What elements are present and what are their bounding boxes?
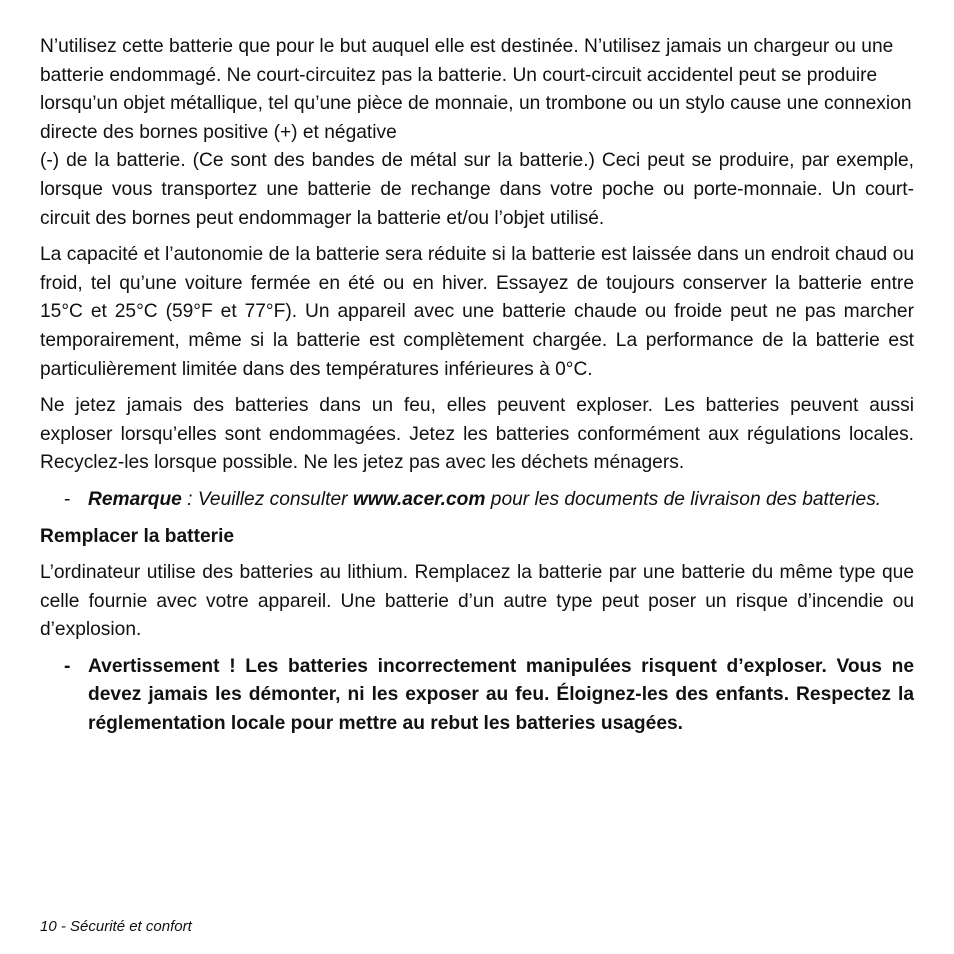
paragraph-temperature: La capacité et l’autonomie de la batterie sera réduite si la batterie est laissée dans un endroit chaud ou froid, tel qu’une voiture fermée en été ou en hiver. Essayez de toujours conserver la batterie entre 15°C et 25°C (59°F et 77°F). Un appareil avec une batterie chaude ou froide peut ne pas marcher temporairement, même si la batterie est complètement chargée. La performance de la batterie est particulièrement limitée dans des températures inférieures à 0°C.	[40, 244, 914, 380]
paragraph-short-circuit-line2: (-) de la batterie. (Ce sont des bandes de métal sur la batterie.) Ceci peut se produire, par exemple, lorsque vous transportez une batterie de rechange dans votre poche ou porte-monnaie. Un court-circuit des bornes peut endommager la batterie et/ou l’objet utilisé.	[40, 150, 914, 229]
paragraph-replace-battery: L’ordinateur utilise des batteries au lithium. Remplacez la batterie par une batterie du même type que celle fournie avec votre appareil. Une batterie d’un autre type peut poser un risque d’incendie ou d’explosion.	[40, 562, 914, 641]
paragraph-short-circuit-line1: N’utilisez cette batterie que pour le but auquel elle est destinée. N’utilisez jamais un chargeur ou une batterie endommagé. Ne court-circuitez pas la batterie. Un court-circuit accidentel peut se produire lorsqu’un objet métallique, tel qu’une pièce de monnaie, un trombone ou un stylo cause une connexion directe des bornes positive (+) et négative	[40, 36, 912, 143]
note-text-1: : Veuillez consulter	[181, 488, 353, 510]
note-label: Remarque	[88, 488, 182, 510]
paragraph-disposal: Ne jetez jamais des batteries dans un feu, elles peuvent exploser. Les batteries peuvent aussi exploser lorsqu’elles sont endommagées. Jetez les batteries conformément aux régulations locales. Recyclez-les lorsque possible. Ne les jetez pas avec les déchets ménagers.	[40, 395, 914, 474]
page-footer: 10 - Sécurité et confort	[40, 918, 192, 935]
note-remarque	[40, 486, 914, 515]
section-heading: Remplacer la batterie	[40, 525, 235, 547]
note-text-2: pour les documents de livraison des batteries.	[485, 488, 882, 510]
note-link[interactable]: www.acer.com	[352, 488, 486, 510]
warning-bullet: -	[64, 655, 71, 677]
warning-text: Avertissement ! Les batteries incorrectement manipulées risquent d’exploser. Vous ne devez jamais les démonter, ni les exposer au feu. Éloignez-les des enfants. Respectez la réglementation locale pour mettre au rebut les batteries usagées.	[88, 655, 914, 735]
document-body	[40, 33, 914, 739]
note-bullet: -	[64, 488, 71, 510]
warning-block	[40, 653, 914, 739]
